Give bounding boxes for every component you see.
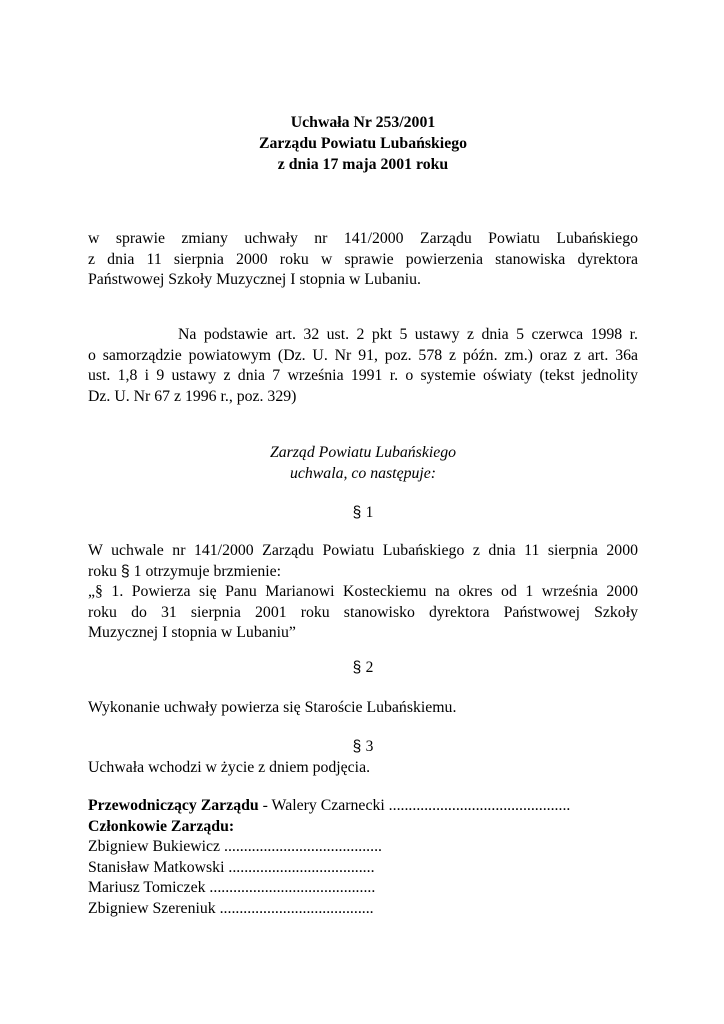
legal-basis-line-2: o samorządzie powiatowym (Dz. U. Nr 91, poz. 578 z późn. zm.) oraz z art. 36a <box>88 346 638 364</box>
section-2-body <box>88 698 638 719</box>
members-label: Członkowie Zarządu: <box>88 817 235 835</box>
section-1-line-3: „§ 1. Powierza się Panu Marianowi Kosteckiemu na okres od 1 września 2000 <box>88 583 638 601</box>
member-signature: Stanisław Matkowski ..................................... <box>88 858 375 876</box>
signatures <box>88 796 638 920</box>
resolution-title <box>88 112 638 175</box>
legal-basis-line-4: Dz. U. Nr 67 z 1996 r., poz. 329) <box>88 387 297 405</box>
section-1-line-2: roku § 1 otrzymuje brzmienie: <box>88 562 282 580</box>
section-3-text: Uchwała wchodzi w życie z dniem podjęcia. <box>88 759 371 776</box>
subject-line-3: Państwowej Szkoły Muzycznej I stopnia w Lubaniu. <box>88 271 421 289</box>
section-number: 2 <box>365 659 374 676</box>
section-number: 1 <box>365 504 374 521</box>
chair-signature <box>88 796 638 817</box>
title-line-date: z dnia 17 maja 2001 roku <box>277 156 449 173</box>
section-1-line-1: W uchwale nr 141/2000 Zarządu Powiatu Lubańskiego z dnia 11 sierpnia 2000 <box>88 542 638 559</box>
section-symbol: § <box>352 659 362 676</box>
section-symbol: § <box>352 504 362 521</box>
member-signature: Mariusz Tomiczek .......................................... <box>88 879 376 897</box>
section-3-body <box>88 758 638 779</box>
section-symbol: § <box>352 738 362 755</box>
legal-basis-line-1: Na podstawie art. 32 ust. 2 pkt 5 ustawy z dnia 5 czerwca 1998 r. <box>178 326 638 343</box>
section-2-heading <box>88 658 638 678</box>
section-1-line-5: Muzycznej I stopnia w Lubaniu” <box>88 624 296 642</box>
chair-name: - Walery Czarnecki .............................................. <box>258 797 571 814</box>
title-line-body: Zarządu Powiatu Lubańskiego <box>258 135 468 152</box>
resolves-line-2: uchwala, co następuje: <box>289 464 437 482</box>
section-symbol-inline: § <box>120 562 130 580</box>
section-number: 3 <box>365 738 374 755</box>
section-1-heading <box>88 503 638 523</box>
section-1-body <box>88 541 638 644</box>
subject-line-1: w sprawie zmiany uchwały nr 141/2000 Zarządu Powiatu Lubańskiego <box>88 230 638 247</box>
member-signature: Zbigniew Szereniuk ....................................... <box>88 899 374 917</box>
resolution-subject <box>88 229 638 291</box>
resolves-clause <box>88 443 638 484</box>
subject-line-2: z dnia 11 sierpnia 2000 roku w sprawie powierzenia stanowiska dyrektora <box>88 250 638 268</box>
member-signature: Zbigniew Bukiewicz ........................................ <box>88 838 382 856</box>
title-line-number: Uchwała Nr 253/2001 <box>290 114 436 131</box>
resolves-line-1: Zarząd Powiatu Lubańskiego <box>269 444 457 461</box>
section-3-heading <box>88 737 638 757</box>
section-1-line-4: roku do 31 sierpnia 2001 roku stanowisko dyrektora Państwowej Szkoły <box>88 603 638 621</box>
legal-basis <box>88 325 638 407</box>
section-2-text: Wykonanie uchwały powierza się Staroście Lubańskiemu. <box>88 699 457 716</box>
chair-label: Przewodniczący Zarządu <box>88 797 259 814</box>
legal-basis-line-3: ust. 1,8 i 9 ustawy z dnia 7 września 1991 r. o systemie oświaty (tekst jednolity <box>88 367 638 385</box>
